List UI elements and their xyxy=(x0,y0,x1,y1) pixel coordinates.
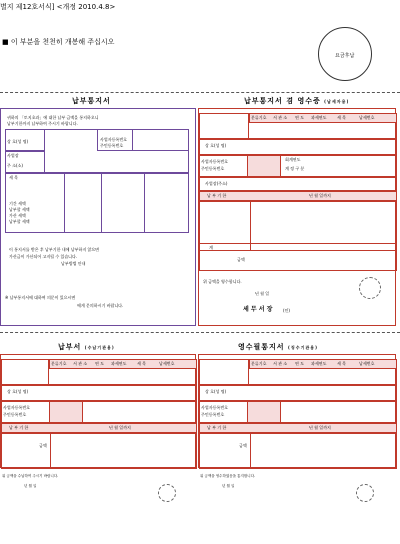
perforation-line xyxy=(0,92,400,93)
confirm-box: 분류기호 서 관 소 연 도 과세연도 세 목 납세번호 상 호(성 명) 사업자등록번호 주민등록번호 납 부 기 한 년 월 일까지 금액 xyxy=(198,354,396,468)
confirm-date: 년 월 일 xyxy=(222,484,235,488)
confirm-note: 위 금액을 영수하였음을 통지합니다. xyxy=(200,474,256,478)
receipt-box: 분류기호 서 관 소 연 도 과세연도 세 목 납세번호 상 호(성 명) 사업자등록번호 주민등록번호 회계연도 계 정 구 분 사업장(주소) 납 부 기 한 년 월 일까지 계 금액 위 금액을 영수합니다. 년 월 일 세 무 서 장 (인) xyxy=(198,108,396,326)
payment-date: 년 월 일 xyxy=(24,484,37,488)
notice-box: 귀하의 「토지초과」에 대한 납부 금액을 통지하오니 납부기한까지 납부하여 주시기 바랍니다. 상 호(성 명) 사업장 주 소(소) 사업자등록번호 주민등록번호 세 목 기간 세액 납부할 세액 가산 세액 납부할 세액 이 통지서를 받은 후 납부기한 내에 납부하지 않으면 가산금이 가산되어 고지될 수 있습니다. 납부방법 안내 ※ 납부통지서에 대하여 의문이 있으시면 에게 문의하시기 바랍니다. xyxy=(0,108,196,326)
perforation-line-2 xyxy=(0,332,400,333)
instruction-text: ■ 이 부분을 천천히 개봉해 주십시오 xyxy=(2,38,115,46)
form-header: 별지 제12호서식] <개정 2010.4.8> xyxy=(0,3,116,11)
payment-box: 분류기호 서 관 소 연 도 과세연도 세 목 납세번호 상 호(성 명) 사업자등록번호 주민등록번호 납 부 기 한 년 월 일까지 금액 xyxy=(0,354,196,468)
notice-title: 납부통지서 xyxy=(72,97,111,105)
postage-seal: 요금후납 xyxy=(318,27,372,81)
confirm-title: 영수필통지서 (징수기관용) xyxy=(238,343,318,351)
confirm-stamp xyxy=(356,484,374,502)
payment-title: 납부서 (수납기관용) xyxy=(58,343,115,351)
payment-note: 위 금액을 수납하여 주시기 바랍니다. xyxy=(2,474,59,478)
receipt-title: 납부통지서 겸 영수증 (납세자용) xyxy=(244,97,350,105)
payment-stamp xyxy=(158,484,176,502)
receipt-stamp xyxy=(359,277,381,299)
